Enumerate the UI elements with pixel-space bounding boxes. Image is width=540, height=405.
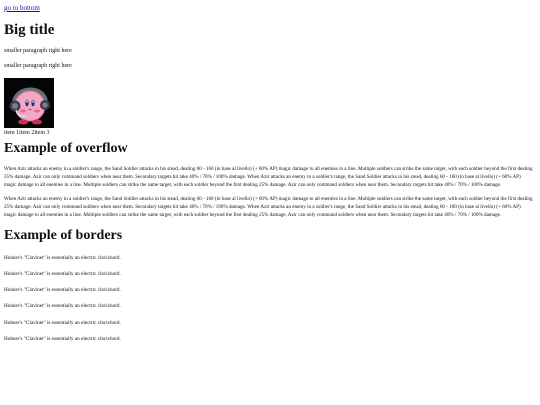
border-line: Hohner's "Clavinet" is essentially an electric clavichord.	[4, 287, 121, 294]
kirby-image	[4, 78, 54, 128]
overflow-paragraph: When Azir attacks an enemy in a soldier's range, the Sand Soldier attacks in his stead, dealing 60 - 160 (in base al livello) (+ 60% AP) magic damage to all enemies in a line. Multiple soldiers can strike the same target, with each soldier beyond the first dealing 25% damage. Azir can only command soldiers when near them. Secondary targets hit take 40% / 70% / 100% damage. When Azir attacks an enemy in a soldier's range, the Sand Soldier attacks in his stead, dealing 60 - 160 (in base al livello) (+ 60% AP) magic damage to all enemies in a line. Multiple soldiers can strike the same target, with each soldier beyond the first dealing 25% damage. Azir can only command soldiers when near them. Secondary targets hit take 40% / 70% / 100% damage.	[4, 165, 533, 188]
border-line: Hohner's "Clavinet" is essentially an electric clavichord.	[4, 270, 121, 277]
borders-section	[4, 229, 536, 342]
overflow-paragraph: When Azir attacks an enemy in a soldier's range, the Sand Soldier attacks in his stead, dealing 60 - 160 (in base al livello) (+ 60% AP) magic damage to all enemies in a line. Multiple soldiers can strike the same target, with each soldier beyond the first dealing 25% damage. Azir can only command soldiers when near them. Secondary targets hit take 40% / 70% / 100% damage. When Azir attacks an enemy in a soldier's range, the Sand Soldier attacks in his stead, dealing 60 - 160 (in base al livello) (+ 60% AP) magic damage to all enemies in a line. Multiple soldiers can strike the same target, with each soldier beyond the first dealing 25% damage. Azir can only command soldiers when near them. Secondary targets hit take 40% / 70% / 100% damage.	[4, 195, 533, 218]
overflow-heading: Example of overflow	[4, 140, 128, 156]
paragraph: smaller paragraph right here	[4, 63, 72, 70]
border-line: Hohner's "Clavinet" is essentially an electric clavichord.	[4, 319, 121, 326]
item-list: item 1item 2item 3	[4, 130, 50, 137]
borders-heading: Example of borders	[4, 227, 123, 243]
kirby-headset-icon	[4, 78, 54, 128]
border-line: Hohner's "Clavinet" is essentially an electric clavichord.	[4, 335, 121, 342]
border-line: Hohner's "Clavinet" is essentially an electric clavichord.	[4, 254, 121, 261]
page-title: Big title	[4, 22, 55, 38]
paragraph: smaller paragraph right here	[4, 48, 72, 54]
go-to-bottom-link[interactable]: go to bottom	[4, 4, 40, 12]
border-line: Hohner's "Clavinet" is essentially an electric clavichord.	[4, 303, 121, 310]
